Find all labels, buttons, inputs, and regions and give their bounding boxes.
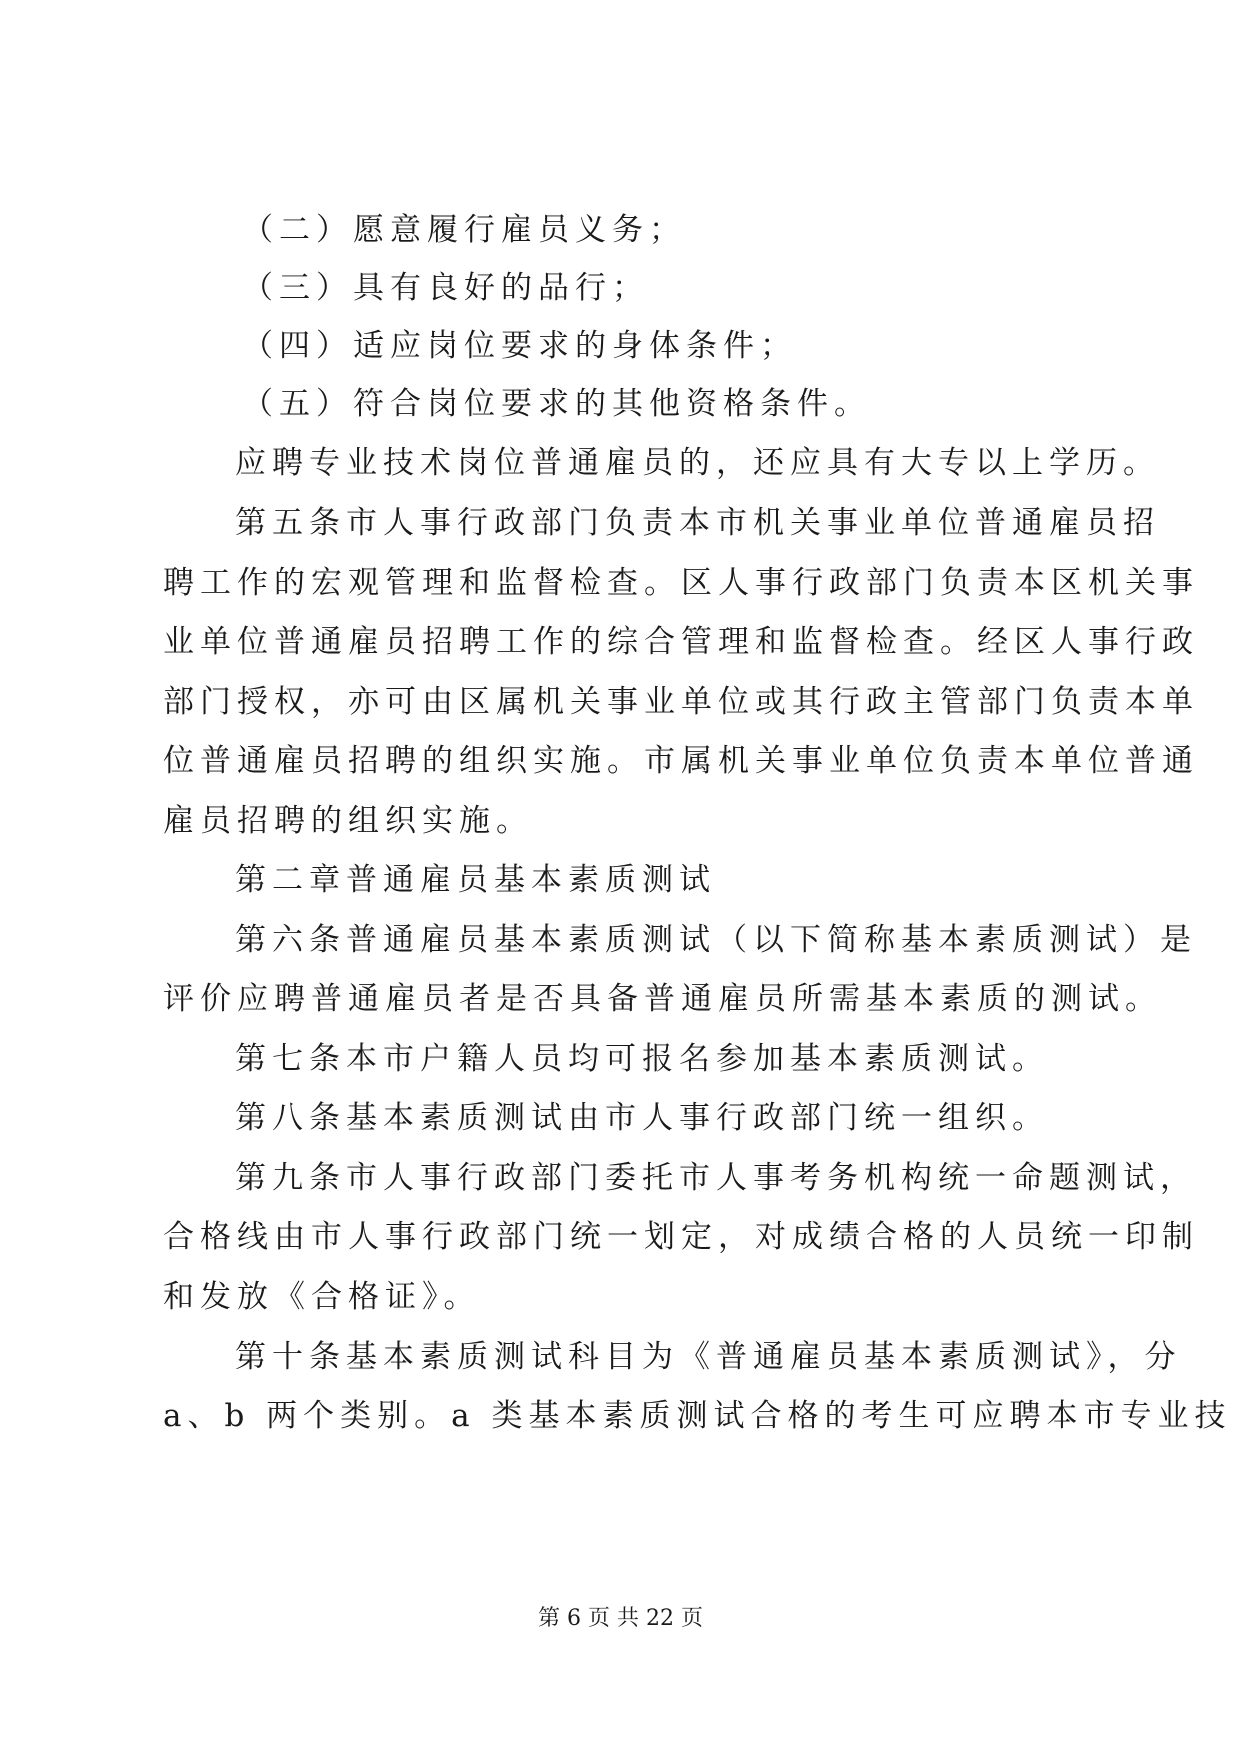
text-line: 位普通雇员招聘的组织实施。市属机关事业单位负责本单位普通: [163, 743, 1199, 779]
text-line: （五）符合岗位要求的其他资格条件。: [242, 386, 871, 422]
text-line: 评价应聘普通雇员者是否具备普通雇员所需基本素质的测试。: [163, 981, 1162, 1017]
text-line: 合格线由市人事行政部门统一划定，对成绩合格的人员统一印制: [163, 1219, 1199, 1255]
text-line: 第六条普通雇员基本素质测试（以下简称基本素质测试）是: [235, 922, 1197, 958]
text-line: （四）适应岗位要求的身体条件；: [242, 328, 797, 364]
text-line: 第七条本市户籍人员均可报名参加基本素质测试。: [235, 1041, 1049, 1077]
text-line: 业单位普通雇员招聘工作的综合管理和监督检查。经区人事行政: [163, 624, 1199, 660]
text-line: 部门授权，亦可由区属机关事业单位或其行政主管部门负责本单: [163, 684, 1199, 720]
text-line: 第九条市人事行政部门委托市人事考务机构统一命题测试，: [235, 1160, 1197, 1196]
page-number-footer: 第 6 页 共 22 页: [538, 1606, 703, 1631]
text-line: （二）愿意履行雇员义务；: [242, 212, 686, 248]
text-line: 第五条市人事行政部门负责本市机关事业单位普通雇员招: [235, 505, 1160, 541]
text-line: a、b 两个类别。a 类基本素质测试合格的考生可应聘本市专业技: [163, 1398, 1232, 1434]
text-line: （三）具有良好的品行；: [242, 270, 649, 306]
text-line: 第八条基本素质测试由市人事行政部门统一组织。: [235, 1100, 1049, 1136]
chapter-heading: 第二章普通雇员基本素质测试: [235, 862, 716, 898]
text-line: 应聘专业技术岗位普通雇员的，还应具有大专以上学历。: [235, 445, 1160, 481]
text-line: 雇员招聘的组织实施。: [163, 803, 533, 839]
text-line: 第十条基本素质测试科目为《普通雇员基本素质测试》，分: [235, 1339, 1182, 1375]
text-line: 和发放《合格证》。: [163, 1279, 481, 1315]
text-line: 聘工作的宏观管理和监督检查。区人事行政部门负责本区机关事: [163, 565, 1199, 601]
